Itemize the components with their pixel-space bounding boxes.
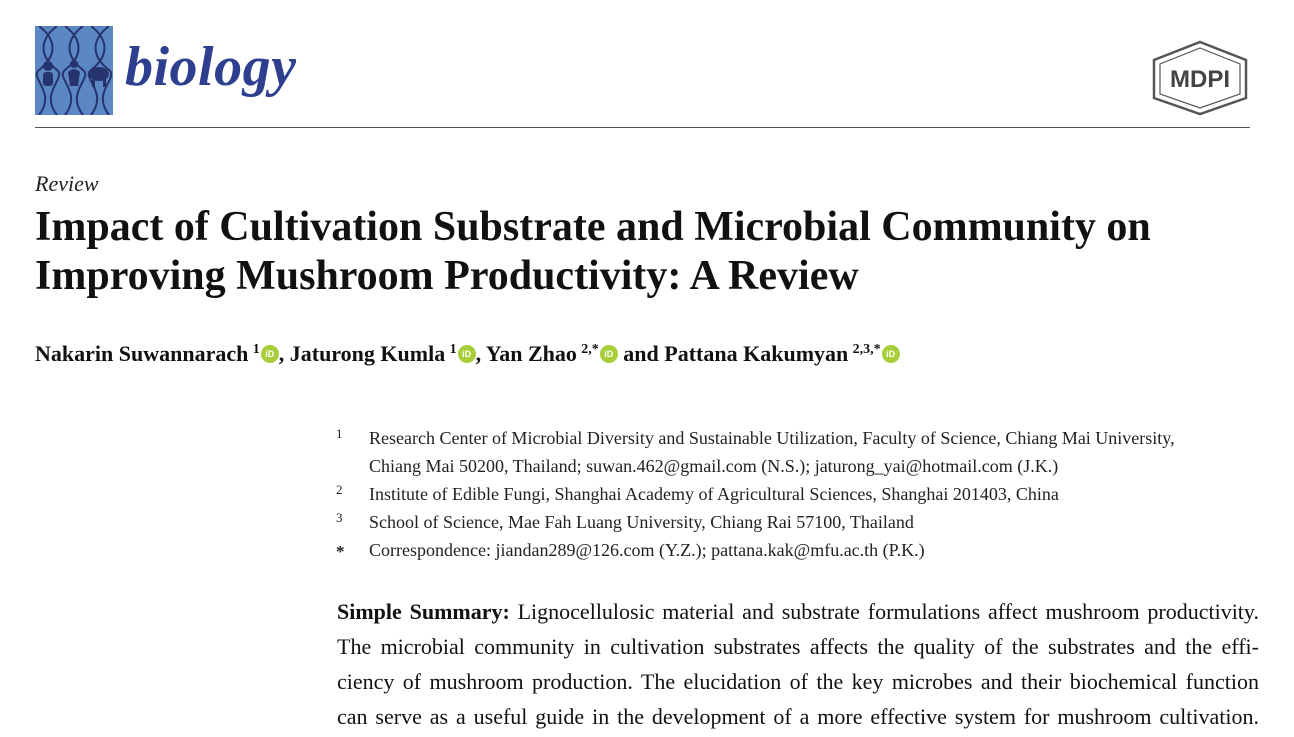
affiliation-item: [336, 480, 1266, 508]
title-line: Improving Mushroom Productivity: A Review: [35, 253, 859, 299]
article-title: [35, 203, 1255, 301]
summary-line: can serve as a useful guide in the development of a more effective system for mushroom cultivation.: [337, 704, 1259, 729]
author-affiliation-marker: 1: [252, 342, 260, 357]
author-affiliation-marker: 2,3,*: [852, 342, 881, 357]
orcid-icon[interactable]: iD: [600, 345, 618, 363]
summary-text: Lignocellulosic material and substrate formulations affect mushroom productivity.: [509, 599, 1259, 624]
author-name: Jaturong Kumla: [289, 341, 446, 366]
author-separator: and: [617, 341, 665, 366]
journal-header: [35, 26, 1250, 127]
correspondence-item: [336, 536, 1266, 564]
affiliation-text: Research Center of Microbial Diversity and Sustainable Utilization, Faculty of Science, Chiang Mai University,: [369, 428, 1175, 448]
affiliation-number: 2: [336, 482, 343, 497]
summary-line: [337, 594, 1259, 629]
affiliation-number: 3: [336, 510, 343, 525]
affiliation-text: Institute of Edible Fungi, Shanghai Academy of Agricultural Sciences, Shanghai 201403, China: [369, 484, 1059, 504]
author-affiliation-marker: 1: [449, 342, 457, 357]
journal-logo-icon: [35, 26, 113, 115]
author-separator: ,: [278, 341, 290, 366]
affiliation-text: Chiang Mai 50200, Thailand; suwan.462@gmail.com (N.S.); jaturong_yai@hotmail.com (J.K.): [369, 456, 1059, 476]
affiliation-item: [336, 424, 1266, 480]
author-affiliation-marker: 2,*: [581, 342, 599, 357]
affiliation-list: [336, 424, 1266, 564]
simple-summary-label: Simple Summary:: [337, 599, 510, 624]
title-line: Impact of Cultivation Substrate and Microbial Community on: [35, 204, 1151, 250]
orcid-icon[interactable]: iD: [458, 345, 476, 363]
correspondence-marker: *: [336, 542, 345, 561]
author-name: Yan Zhao: [485, 341, 577, 366]
author-separator: ,: [475, 341, 486, 366]
publisher-logo-icon: [1150, 40, 1250, 116]
affiliation-text: School of Science, Mae Fah Luang University, Chiang Rai 57100, Thailand: [369, 512, 914, 532]
publisher-logo-text: MDPI: [1170, 66, 1230, 93]
author-list: [35, 336, 900, 372]
summary-line: ciency of mushroom production. The elucidation of the key microbes and their biochemical function: [337, 669, 1259, 694]
header-divider: [35, 127, 1250, 128]
orcid-icon[interactable]: iD: [261, 345, 279, 363]
article-type: Review: [35, 171, 99, 196]
author-name: Pattana Kakumyan: [664, 341, 849, 366]
correspondence-text: Correspondence: jiandan289@126.com (Y.Z.); pattana.kak@mfu.ac.th (P.K.): [369, 540, 925, 560]
author-name: Nakarin Suwannarach: [35, 341, 249, 366]
journal-name: biology: [125, 36, 297, 98]
simple-summary: [337, 594, 1259, 734]
affiliation-item: [336, 508, 1266, 536]
affiliation-number: 1: [336, 426, 343, 441]
summary-line: The microbial community in cultivation substrates affects the quality of the substrates and the effi-: [337, 634, 1259, 659]
orcid-icon[interactable]: iD: [882, 345, 900, 363]
